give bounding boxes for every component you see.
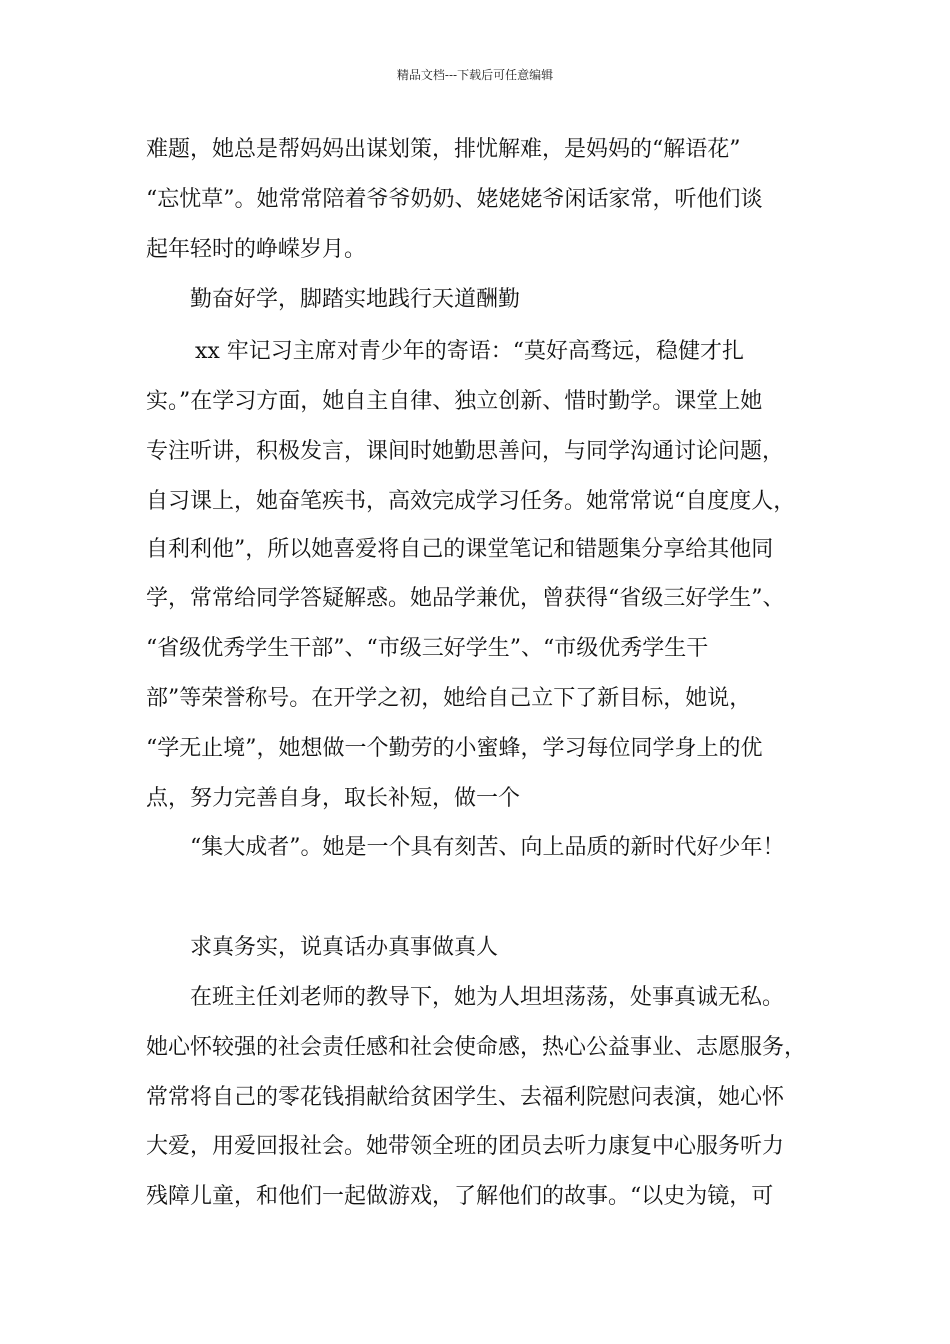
body-line: “集大成者”。她是一个具有刻苦、向上品质的新时代好少年！ — [190, 835, 785, 860]
section-heading: 勤奋好学，脚踏实地践行天道酬勤 — [190, 287, 521, 312]
section-heading: 求真务实，说真话办真事做真人 — [190, 935, 499, 960]
body-line: 点，努力完善自身，取长补短，做一个 — [146, 786, 521, 811]
body-line: “学无止境”，她想做一个勤劳的小蜜蜂，学习每位同学身上的优 — [146, 736, 763, 761]
body-line: 她心怀较强的社会责任感和社会使命感，热心公益事业、志愿服务， — [146, 1035, 807, 1060]
body-line: “省级优秀学生干部”、“市级三好学生”、“市级优秀学生干 — [146, 636, 709, 661]
body-line: 在班主任刘老师的教导下，她为人坦坦荡荡，处事真诚无私。 — [190, 985, 785, 1010]
body-line: xx 牢记习主席对青少年的寄语：“莫好高骛远，稳健才扎 — [195, 339, 745, 364]
page-header: 精品文档---下载后可任意编辑 — [396, 68, 554, 82]
body-line: 难题，她总是帮妈妈出谋划策，排忧解难，是妈妈的“解语花” — [146, 137, 741, 162]
body-line: 残障儿童，和他们一起做游戏，了解他们的故事。“以史为镜，可 — [146, 1184, 774, 1209]
body-line: 部”等荣誉称号。在开学之初，她给自己立下了新目标，她说， — [146, 686, 752, 711]
body-line: 专注听讲，积极发言，课间时她勤思善问，与同学沟通讨论问题， — [146, 439, 785, 464]
body-line: 学，常常给同学答疑解惑。她品学兼优，曾获得“省级三好学生”、 — [146, 586, 785, 611]
body-line: 自利利他”，所以她喜爱将自己的课堂笔记和错题集分享给其他同 — [146, 537, 774, 562]
body-line: 自习课上，她奋笔疾书，高效完成学习任务。她常常说“自度度人， — [146, 489, 796, 514]
body-line: “忘忧草”。她常常陪着爷爷奶奶、姥姥姥爷闲话家常，听他们谈 — [146, 187, 763, 212]
body-line: 实。”在学习方面，她自主自律、独立创新、惜时勤学。课堂上她 — [146, 389, 763, 414]
body-line: 起年轻时的峥嵘岁月。 — [146, 237, 367, 262]
body-line: 常常将自己的零花钱捐献给贫困学生、去福利院慰问表演，她心怀 — [146, 1085, 785, 1110]
body-line: 大爱，用爱回报社会。她带领全班的团员去听力康复中心服务听力 — [146, 1134, 785, 1159]
